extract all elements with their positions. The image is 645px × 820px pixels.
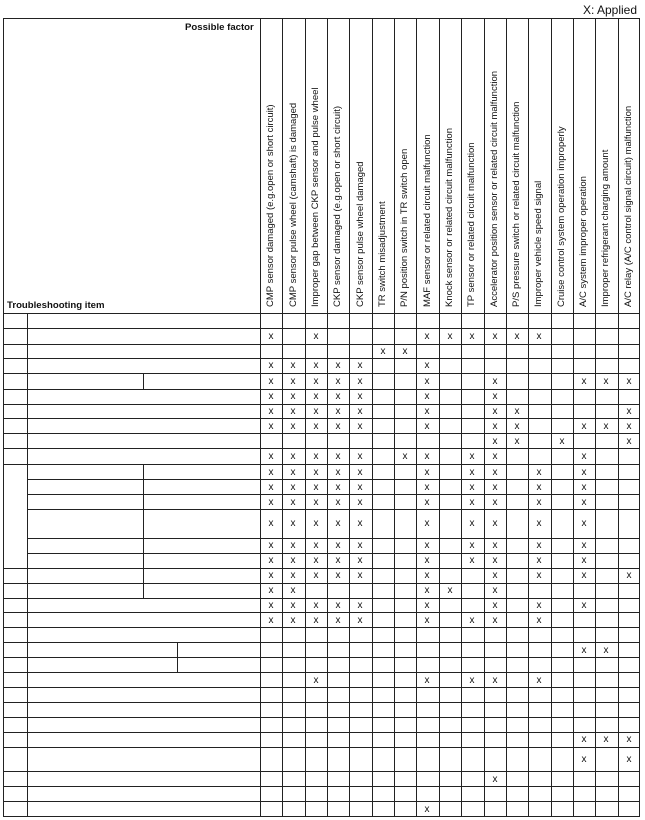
applied-mark: x — [492, 482, 498, 493]
applied-mark: x — [492, 376, 498, 387]
row-divider — [3, 373, 640, 374]
applied-mark: x — [469, 518, 475, 529]
applied-mark: x — [290, 615, 296, 626]
applied-mark: x — [290, 482, 296, 493]
applied-mark: x — [357, 421, 363, 432]
applied-mark: x — [492, 570, 498, 581]
applied-mark: x — [268, 421, 274, 432]
applied-mark: x — [335, 497, 341, 508]
applied-mark: x — [424, 391, 430, 402]
applied-mark: x — [469, 615, 475, 626]
applied-mark: x — [469, 482, 475, 493]
factor-header: Improper vehicle speed signal — [533, 180, 544, 307]
applied-mark: x — [424, 600, 430, 611]
condition-divider — [177, 642, 178, 657]
applied-mark: x — [268, 406, 274, 417]
applied-mark: x — [290, 406, 296, 417]
row-divider — [3, 389, 640, 390]
condition-divider — [143, 494, 144, 509]
row-divider — [3, 583, 640, 584]
applied-mark: x — [335, 570, 341, 581]
applied-mark: x — [492, 774, 498, 785]
applied-mark: x — [581, 734, 587, 745]
applied-mark: x — [313, 540, 319, 551]
row-divider — [3, 404, 640, 405]
applied-mark: x — [514, 421, 520, 432]
applied-mark: x — [424, 585, 430, 596]
applied-mark: x — [313, 675, 319, 686]
applied-mark: x — [581, 376, 587, 387]
row-divider — [3, 448, 640, 449]
condition-divider — [143, 538, 144, 553]
applied-mark: x — [581, 600, 587, 611]
applied-mark: x — [469, 675, 475, 686]
applied-mark: x — [357, 518, 363, 529]
applied-mark: x — [268, 585, 274, 596]
legend: X: Applied — [582, 3, 637, 17]
applied-mark: x — [313, 467, 319, 478]
applied-mark: x — [335, 451, 341, 462]
applied-mark: x — [536, 518, 542, 529]
applied-mark: x — [581, 421, 587, 432]
applied-mark: x — [313, 497, 319, 508]
applied-mark: x — [313, 391, 319, 402]
factor-header: CKP sensor damaged (e.g.open or short circuit) — [332, 105, 343, 307]
factor-header: Accelerator position sensor or related circuit malfunction — [489, 70, 500, 307]
applied-mark: x — [313, 331, 319, 342]
applied-mark: x — [402, 451, 408, 462]
applied-mark: x — [290, 421, 296, 432]
applied-mark: x — [424, 497, 430, 508]
applied-mark: x — [492, 331, 498, 342]
applied-mark: x — [268, 497, 274, 508]
applied-mark: x — [581, 518, 587, 529]
applied-mark: x — [290, 467, 296, 478]
applied-mark: x — [626, 376, 632, 387]
applied-mark: x — [626, 734, 632, 745]
applied-mark: x — [581, 645, 587, 656]
applied-mark: x — [626, 436, 632, 447]
applied-mark: x — [492, 391, 498, 402]
applied-mark: x — [626, 754, 632, 765]
applied-mark: x — [335, 406, 341, 417]
applied-mark: x — [581, 467, 587, 478]
applied-mark: x — [424, 555, 430, 566]
applied-mark: x — [268, 615, 274, 626]
applied-mark: x — [313, 570, 319, 581]
applied-mark: x — [626, 570, 632, 581]
condition-divider — [143, 553, 144, 568]
applied-mark: x — [357, 555, 363, 566]
row-divider — [3, 418, 640, 419]
applied-mark: x — [290, 570, 296, 581]
applied-mark: x — [581, 754, 587, 765]
applied-mark: x — [536, 467, 542, 478]
factor-header: Knock sensor or related circuit malfunction — [444, 128, 455, 307]
applied-mark: x — [492, 451, 498, 462]
applied-mark: x — [424, 482, 430, 493]
applied-mark: x — [492, 467, 498, 478]
condition-divider — [143, 464, 144, 479]
applied-mark: x — [313, 600, 319, 611]
factor-header: A/C relay (A/C control signal circuit) malfunction — [623, 105, 634, 307]
applied-mark: x — [581, 555, 587, 566]
applied-mark: x — [514, 331, 520, 342]
applied-mark: x — [626, 421, 632, 432]
row-divider — [3, 702, 640, 703]
applied-mark: x — [492, 555, 498, 566]
applied-mark: x — [536, 331, 542, 342]
applied-mark: x — [581, 570, 587, 581]
applied-mark: x — [424, 540, 430, 551]
applied-mark: x — [290, 600, 296, 611]
row-divider — [3, 732, 640, 733]
applied-mark: x — [536, 675, 542, 686]
row-divider — [3, 771, 640, 772]
row-divider — [3, 344, 640, 345]
applied-mark: x — [514, 436, 520, 447]
row-divider — [27, 553, 640, 554]
applied-mark: x — [357, 467, 363, 478]
applied-mark: x — [424, 451, 430, 462]
condition-divider — [143, 373, 144, 389]
applied-mark: x — [536, 497, 542, 508]
applied-mark: x — [268, 360, 274, 371]
applied-mark: x — [335, 518, 341, 529]
applied-mark: x — [335, 615, 341, 626]
header-divider — [3, 313, 640, 314]
row-divider — [27, 509, 640, 510]
factor-header: CMP sensor pulse wheel (camshaft) is damaged — [288, 102, 299, 307]
applied-mark: x — [268, 570, 274, 581]
applied-mark: x — [424, 406, 430, 417]
applied-mark: x — [581, 451, 587, 462]
condition-divider — [177, 657, 178, 672]
applied-mark: x — [492, 675, 498, 686]
applied-mark: x — [268, 600, 274, 611]
applied-mark: x — [492, 600, 498, 611]
applied-mark: x — [335, 600, 341, 611]
applied-mark: x — [424, 376, 430, 387]
applied-mark: x — [268, 555, 274, 566]
applied-mark: x — [424, 360, 430, 371]
condition-divider — [143, 479, 144, 494]
condition-divider — [143, 583, 144, 598]
row-divider — [3, 328, 640, 329]
applied-mark: x — [313, 615, 319, 626]
applied-mark: x — [492, 518, 498, 529]
applied-mark: x — [290, 585, 296, 596]
applied-mark: x — [335, 376, 341, 387]
row-divider — [3, 598, 640, 599]
applied-mark: x — [357, 497, 363, 508]
applied-mark: x — [424, 675, 430, 686]
applied-mark: x — [447, 585, 453, 596]
applied-mark: x — [536, 555, 542, 566]
applied-mark: x — [536, 600, 542, 611]
applied-mark: x — [357, 451, 363, 462]
applied-mark: x — [268, 451, 274, 462]
applied-mark: x — [313, 376, 319, 387]
applied-mark: x — [313, 518, 319, 529]
factor-header: Cruise control system operation improperly — [556, 126, 567, 307]
row-divider — [3, 358, 640, 359]
row-divider — [27, 494, 640, 495]
applied-mark: x — [268, 331, 274, 342]
troubleshooting-item-heading: Troubleshooting item — [7, 300, 105, 311]
applied-mark: x — [357, 600, 363, 611]
number-column-divider — [27, 313, 28, 817]
row-divider — [3, 786, 640, 787]
applied-mark: x — [313, 360, 319, 371]
applied-mark: x — [335, 467, 341, 478]
applied-mark: x — [357, 360, 363, 371]
row-divider — [3, 672, 640, 673]
applied-mark: x — [492, 497, 498, 508]
condition-divider — [143, 568, 144, 583]
row-divider — [3, 433, 640, 434]
applied-mark: x — [492, 585, 498, 596]
row-divider — [3, 747, 640, 748]
applied-mark: x — [469, 467, 475, 478]
applied-mark: x — [290, 540, 296, 551]
factor-header: Improper gap between CKP sensor and pulse wheel — [310, 87, 321, 307]
applied-mark: x — [357, 406, 363, 417]
applied-mark: x — [603, 645, 609, 656]
applied-mark: x — [313, 421, 319, 432]
applied-mark: x — [313, 555, 319, 566]
row-divider — [3, 642, 640, 643]
applied-mark: x — [290, 497, 296, 508]
troubleshooting-table — [3, 18, 640, 817]
applied-mark: x — [536, 615, 542, 626]
applied-mark: x — [424, 570, 430, 581]
applied-mark: x — [335, 540, 341, 551]
factor-header: MAF sensor or related circuit malfunction — [422, 134, 433, 307]
row-divider — [3, 816, 640, 817]
applied-mark: x — [447, 331, 453, 342]
applied-mark: x — [402, 346, 408, 357]
applied-mark: x — [290, 555, 296, 566]
applied-mark: x — [335, 421, 341, 432]
row-divider — [27, 538, 640, 539]
table-border — [3, 18, 640, 19]
row-divider — [3, 627, 640, 628]
row-divider — [3, 717, 640, 718]
applied-mark: x — [424, 804, 430, 815]
applied-mark: x — [581, 497, 587, 508]
applied-mark: x — [424, 467, 430, 478]
applied-mark: x — [290, 376, 296, 387]
applied-mark: x — [268, 482, 274, 493]
applied-mark: x — [268, 540, 274, 551]
applied-mark: x — [335, 482, 341, 493]
applied-mark: x — [581, 482, 587, 493]
applied-mark: x — [536, 540, 542, 551]
factor-header: TP sensor or related circuit malfunction — [466, 142, 477, 307]
applied-mark: x — [335, 391, 341, 402]
applied-mark: x — [559, 436, 565, 447]
applied-mark: x — [492, 436, 498, 447]
factor-header: CMP sensor damaged (e.g.open or short circuit) — [265, 104, 276, 307]
applied-mark: x — [290, 518, 296, 529]
applied-mark: x — [424, 421, 430, 432]
factor-header: P/N position switch in TR switch open — [399, 148, 410, 307]
applied-mark: x — [469, 451, 475, 462]
applied-mark: x — [581, 540, 587, 551]
applied-mark: x — [536, 482, 542, 493]
row-divider — [3, 657, 640, 658]
applied-mark: x — [514, 406, 520, 417]
applied-mark: x — [268, 467, 274, 478]
applied-mark: x — [603, 734, 609, 745]
factor-header: Improper refrigerant charging amount — [600, 149, 611, 307]
row-divider — [3, 801, 640, 802]
applied-mark: x — [469, 497, 475, 508]
applied-mark: x — [469, 540, 475, 551]
applied-mark: x — [469, 555, 475, 566]
row-divider — [27, 479, 640, 480]
possible-factor-heading: Possible factor — [185, 22, 254, 33]
applied-mark: x — [357, 482, 363, 493]
factor-header: A/C system improper operation — [578, 176, 589, 307]
applied-mark: x — [268, 391, 274, 402]
applied-mark: x — [335, 360, 341, 371]
applied-mark: x — [536, 570, 542, 581]
applied-mark: x — [290, 451, 296, 462]
factor-header: P/S pressure switch or related circuit malfunction — [511, 101, 522, 307]
row-divider — [3, 687, 640, 688]
applied-mark: x — [626, 406, 632, 417]
applied-mark: x — [603, 376, 609, 387]
applied-mark: x — [335, 555, 341, 566]
applied-mark: x — [492, 421, 498, 432]
row-divider — [3, 464, 640, 465]
applied-mark: x — [424, 615, 430, 626]
applied-mark: x — [357, 615, 363, 626]
applied-mark: x — [357, 540, 363, 551]
applied-mark: x — [313, 406, 319, 417]
applied-mark: x — [357, 391, 363, 402]
applied-mark: x — [268, 518, 274, 529]
applied-mark: x — [424, 331, 430, 342]
applied-mark: x — [492, 540, 498, 551]
condition-divider — [143, 509, 144, 538]
applied-mark: x — [290, 391, 296, 402]
applied-mark: x — [492, 615, 498, 626]
factor-header: CKP sensor pulse wheel damaged — [355, 161, 366, 307]
factor-header: TR switch misadjustment — [377, 201, 388, 307]
applied-mark: x — [603, 421, 609, 432]
applied-mark: x — [290, 360, 296, 371]
applied-mark: x — [424, 518, 430, 529]
applied-mark: x — [469, 331, 475, 342]
applied-mark: x — [313, 451, 319, 462]
row-divider — [3, 568, 640, 569]
row-divider — [3, 612, 640, 613]
applied-mark: x — [357, 570, 363, 581]
applied-mark: x — [313, 482, 319, 493]
applied-mark: x — [492, 406, 498, 417]
applied-mark: x — [268, 376, 274, 387]
applied-mark: x — [380, 346, 386, 357]
applied-mark: x — [357, 376, 363, 387]
